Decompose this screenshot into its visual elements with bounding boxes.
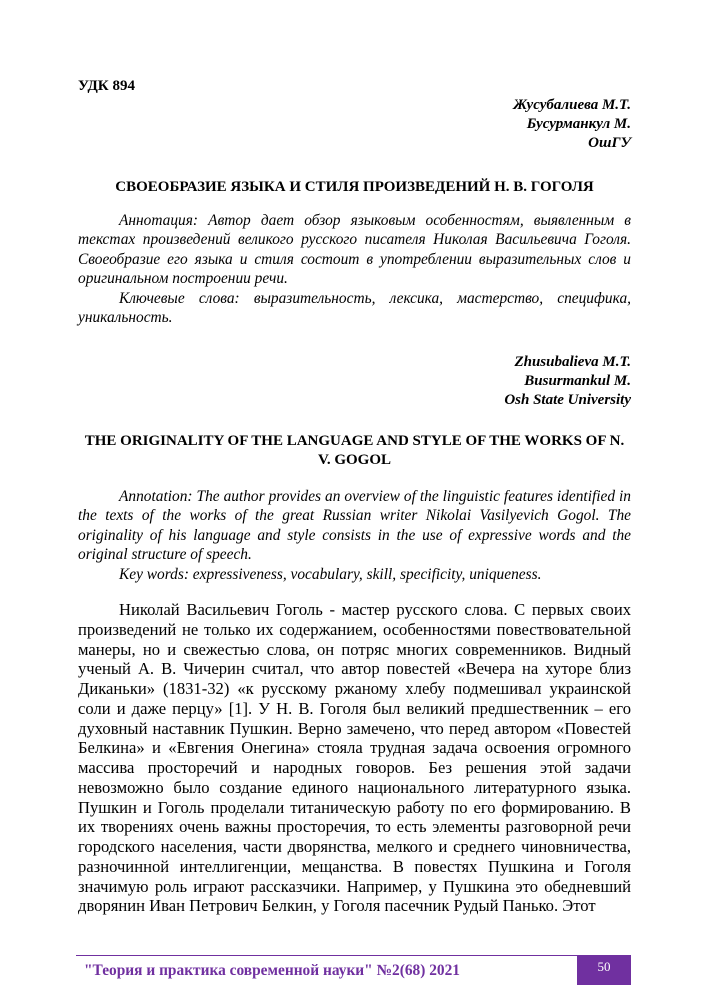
author-name: Жусубалиева М.Т. <box>513 97 631 113</box>
footer-divider <box>76 955 631 956</box>
body-paragraph: Николай Васильевич Гоголь - мастер русского слова. С первых своих произведений не только их содержанием, особенностями повествовательной манеры, но и свежестью слова, он потряс многих современников. Видный ученый А. В. Чичерин считал, что автор повестей «Вечера на хуторе близ Диканьки» (1831-32) «к русскому ржаному хлебу подмешивал украинской соли и даже перцу» [1]. У Н. В. Гоголя был великий предшественник – его духовный наставник Пушкин. Верно замечено, что перед автором «Повестей Белкина» и «Евгения Онегина» стояла трудная задача освоения огромного массива просторечий и народных говоров. Без решения этой задачи невозможно было создание единого национального литературного языка. Пушкин и Гоголь проделали титаническую работу по его формированию. В их творениях очень важны просторечия, то есть элементы разговорной речи городского населения, части дворянства, мелкого и среднего чиновничества, разночинной интеллигенции, мещанства. В повестях Пушкина и Гоголя значимую роль играют рассказчики. Например, у Пушкина это обедневший дворянин Иван Петрович Белкин, у Гоголя пасечник Рудый Панько. Этот <box>78 600 631 916</box>
authors-block-ru <box>331 96 631 153</box>
article-body <box>78 600 631 916</box>
annotation-text: Annotation: The author provides an overview of the linguistic features identified in the texts of the works of the great Russian writer Nikolai Vasilyevich Gogol. The originality of his language and style consists in the use of expressive words and the original structure of speech. <box>78 488 631 564</box>
journal-title: "Теория и практика современной науки" №2(68) 2021 <box>84 962 461 979</box>
author-name: Бусурманкул М. <box>526 116 631 132</box>
authors-block-en <box>331 353 631 410</box>
udk-code: УДК 894 <box>78 78 135 94</box>
author-name: Busurmankul M. <box>524 373 631 389</box>
abstract-en <box>78 487 631 584</box>
article-title-ru: СВОЕОБРАЗИЕ ЯЗЫКА И СТИЛЯ ПРОИЗВЕДЕНИЙ Н. В. ГОГОЛЯ <box>115 179 594 195</box>
author-name: Zhusubalieva M.T. <box>514 354 631 370</box>
annotation-text: Аннотация: Автор дает обзор языковым особенностям, выявленным в текстах произведений великого русского писателя Николая Васильевича Гоголя. Своеобразие его языка и стиля состоит в употреблении выразительных слов и оригинальном построении речи. <box>78 212 631 288</box>
abstract-ru <box>78 211 631 327</box>
page-number-badge: 50 <box>577 956 631 985</box>
keywords-text: Key words: expressiveness, vocabulary, skill, specificity, uniqueness. <box>119 565 542 583</box>
keywords-text: Ключевые слова: выразительность, лексика, мастерство, специфика, уникальность. <box>78 289 631 327</box>
author-affiliation: Osh State University <box>504 392 631 408</box>
article-title-en: THE ORIGINALITY OF THE LANGUAGE AND STYLE OF THE WORKS OF N. V. GOGOL <box>84 433 625 468</box>
author-affiliation: ОшГУ <box>588 135 631 151</box>
